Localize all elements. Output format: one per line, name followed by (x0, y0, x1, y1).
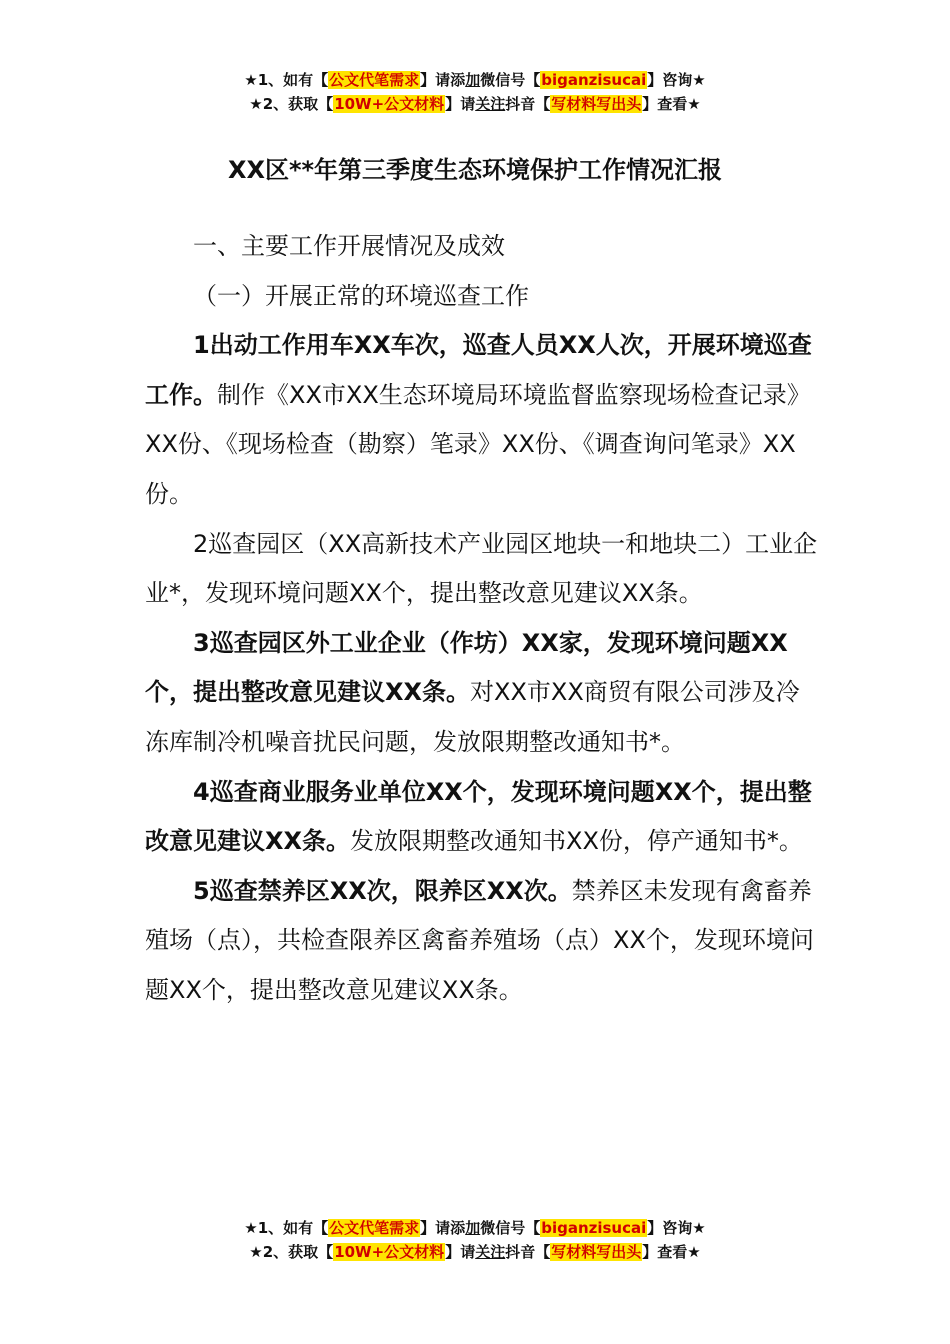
promo-text: 】请添 (420, 1219, 466, 1237)
douyin-id: 写材料写出头 (551, 1243, 642, 1261)
paragraph-1 (145, 321, 820, 519)
highlight-text: 公文代笔需求 (329, 71, 420, 89)
promo-text: 抖音【 (505, 1243, 551, 1261)
paragraph-5 (145, 867, 820, 1016)
underlined-text: 关注 (475, 1243, 506, 1261)
paragraph-text: 对XX市XX商贸有限公司涉及冷冻库制冷机噪音扰民问题，发放限期整改通知书*。 (145, 678, 800, 756)
promo-text: 】请 (445, 1243, 476, 1261)
promo-text: 】请 (445, 95, 476, 113)
promo-text: ★1、如有【 (244, 1219, 329, 1237)
promo-banner-top (0, 68, 950, 116)
douyin-id: 写材料写出头 (551, 95, 642, 113)
paragraph-3 (145, 619, 820, 768)
wechat-id: biganzisucai (541, 1219, 647, 1237)
paragraph-text: 禁养区未发现有禽畜养殖场（点），共检查限养区禽畜养殖场（点）XX个，发现环境问题XX个，提出整改意见建议XX条。 (145, 876, 814, 1004)
paragraph-lead: 1出动工作用车XX车次，巡查人员XX人次，开展环境巡查工作。 (145, 331, 812, 409)
paragraph-text: 发放限期整改通知书XX份，停产通知书*。 (350, 827, 803, 856)
underlined-text: 加 (465, 71, 481, 89)
paragraph-4 (145, 768, 820, 867)
promo-text: ★2、获取【 (249, 1243, 334, 1261)
section-heading-1: 一、主要工作开展情况及成效 (193, 232, 505, 260)
promo-banner-bottom (0, 1216, 950, 1264)
document-title: XX区**年第三季度生态环境保护工作情况汇报 (227, 156, 723, 184)
highlight-text: 10W+公文材料 (334, 95, 445, 113)
paragraph-text: 2巡查园区（XX高新技术产业园区地块一和地块二）工业企业*，发现环境问题XX个，提出整改意见建议XX条。 (145, 529, 818, 608)
highlight-text: 10W+公文材料 (334, 1243, 445, 1261)
promo-text: 抖音【 (505, 95, 551, 113)
promo-line-2 (0, 92, 950, 116)
promo-text: 微信号【 (480, 1219, 541, 1237)
promo-text: 】咨询★ (647, 1219, 706, 1237)
paragraph-text: 制作《XX市XX生态环境局环境监督监察现场检查记录》XX份、《现场检查（勘察）笔录》XX份、《调查询问笔录》XX份。 (145, 380, 811, 508)
underlined-text: 关注 (475, 95, 506, 113)
promo-text: ★2、获取【 (249, 95, 334, 113)
promo-text: 】请添 (420, 71, 466, 89)
paragraph-2 (145, 520, 820, 619)
promo-text: 微信号【 (480, 71, 541, 89)
promo-line-2 (0, 1240, 950, 1264)
wechat-id: biganzisucai (541, 71, 647, 89)
promo-line-1 (0, 1216, 950, 1240)
underlined-text: 加 (465, 1219, 481, 1237)
paragraph-lead: 5巡查禁养区XX次，限养区XX次。 (193, 876, 572, 905)
promo-text: 】查看★ (642, 1243, 701, 1261)
promo-text: 】查看★ (642, 95, 701, 113)
section-heading-2: （一）开展正常的环境巡查工作 (193, 281, 529, 310)
document-body (145, 222, 820, 1016)
promo-text: ★1、如有【 (244, 71, 329, 89)
highlight-text: 公文代笔需求 (329, 1219, 420, 1237)
paragraph-lead: 3巡查园区外工业企业（作坊）XX家，发现环境问题XX个，提出整改意见建议XX条。 (145, 628, 788, 707)
promo-line-1 (0, 68, 950, 92)
promo-text: 】咨询★ (647, 71, 706, 89)
paragraph-lead: 4巡查商业服务业单位XX个，发现环境问题XX个，提出整改意见建议XX条。 (145, 777, 812, 856)
